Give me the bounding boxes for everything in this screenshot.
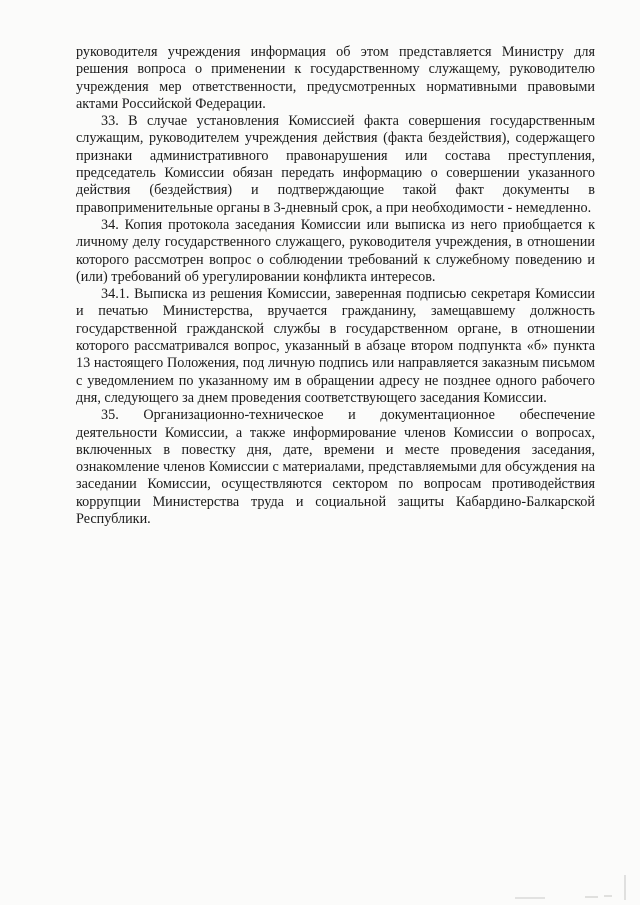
paragraph-continuation: руководителя учреждения информация об этом представляется Министру для решения вопроса о применении к государственному служащему, руководителю учреждения мер ответственности, предусмотренных нормативными правовыми актами Российской Федерации. [76,44,595,112]
paragraph-34-1: 34.1. Выписка из решения Комиссии, заверенная подписью секретаря Комиссии и печатью Министерства, вручается гражданину, замещавшему должность государственной гражданской службы в государственном органе, в отношении которого рассматривался вопрос, указанный в абзаце втором подпункта «б» пункта 13 настоящего Положения, под личную подпись или направляется заказным письмом с уведомлением по указанному им в обращении адресу не позднее одного рабочего дня, следующего за днем проведения соответствующего заседания Комиссии. [76,286,595,406]
paragraph-34: 34. Копия протокола заседания Комиссии или выписка из него приобщается к личному делу государственного служащего, руководителя учреждения, в отношении которого рассмотрен вопрос о соблюдении требований к служебному поведению и (или) требований об урегулировании конфликта интересов. [76,216,595,285]
paragraph-35: 35. Организационно-техническое и документационное обеспечение деятельности Комиссии, а также информирование членов Комиссии о вопросах, включенных в повестку дня, дате, времени и месте проведения заседания, ознакомление членов Комиссии с материалами, представляемыми для обсуждения на заседании Комиссии, осуществляются сектором по вопросам противодействия коррупции Министерства труда и социальной защиты Кабардино-Балкарской Республики. [76,407,595,528]
document-body [76,44,595,528]
paragraph-33: 33. В случае установления Комиссией факта совершения государственным служащим, руководителем учреждения действия (факта бездействия), содержащего признаки административного правонарушения или состава преступления, председатель Комиссии обязан передать информацию о совершении указанного действия (бездействия) и подтверждающие такой факт документы в правоприменительные органы в 3-дневный срок, а при необходимости - немедленно. [76,113,595,216]
